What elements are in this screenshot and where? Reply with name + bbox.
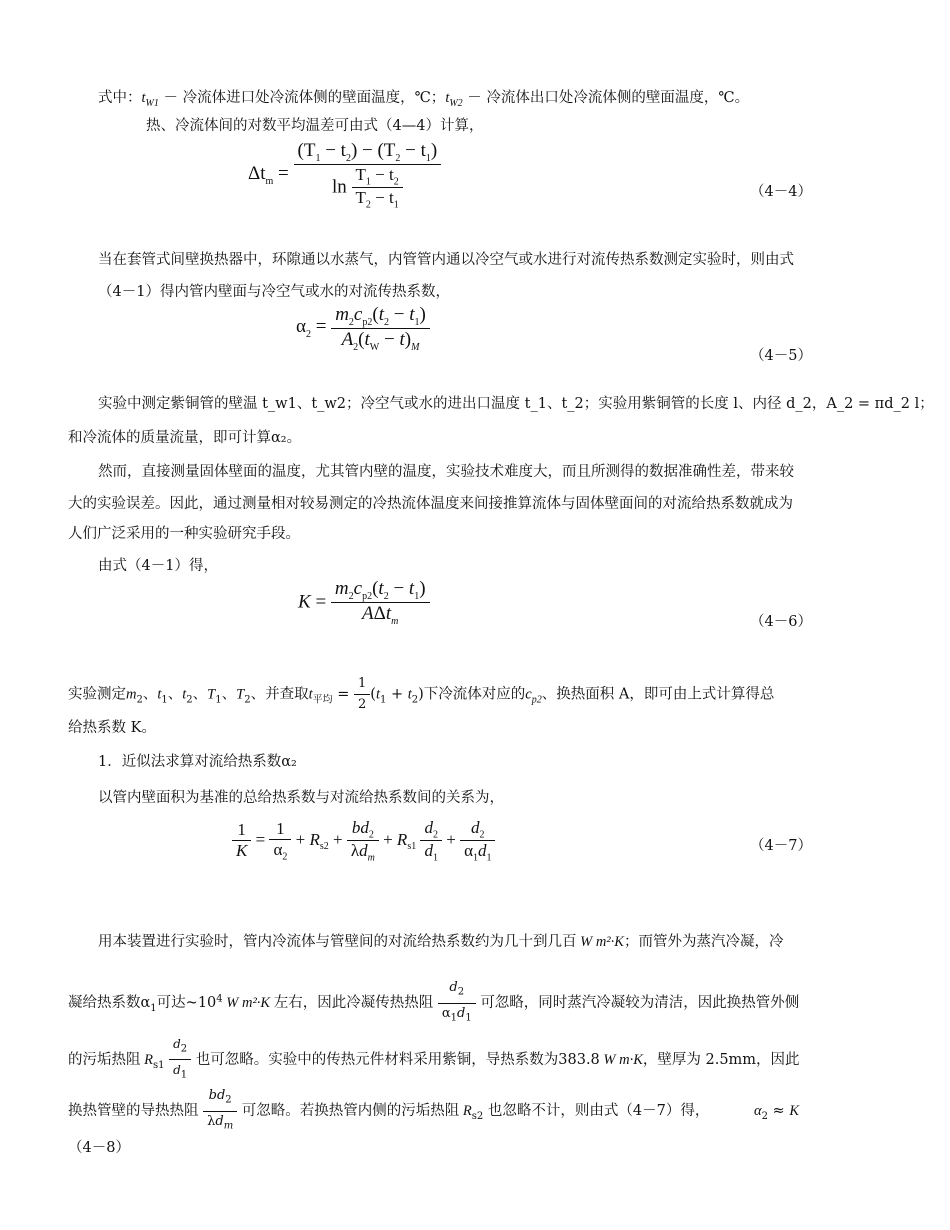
paragraph-line: 凝给热系数$\alpha_1$可达$\sim 10^4$ W m²·K 左右，因此冷凝传热热阻 $\frac{d_2}{\alpha_1d_1}$ 可忽略，同时蒸汽冷凝较为清洁，因此换热管外侧 [68, 980, 800, 1024]
paragraph-line: 给热系数 K。 [68, 720, 156, 736]
paragraph-line: 然而，直接测量固体壁面的温度，尤其管内壁的温度，实验技术难度大，而且所测得的数据准确性差，带来较 [98, 464, 794, 480]
definition-line: 式中：$t_{W1}$ － 冷流体进口处冷流体侧的壁面温度，℃；$t_{W2}$ － 冷流体出口处冷流体侧的壁面温度，℃。 [98, 90, 750, 109]
paragraph-line: 以管内壁面积为基准的总给热系数与对流给热系数间的关系为， [98, 790, 504, 806]
equation-4-7: $\frac{1}{K}$ = $\frac{1}{\alpha_2}$ + $R_{s2}$ + $\frac{bd_2}{\lambda d_m}$ + $R_{s1}$ $\frac{d_2}{d_1}$ + $\frac{d_2}{\alpha_1d_1}$ [232, 818, 495, 864]
paragraph-line: 人们广泛采用的一种实验研究手段。 [68, 526, 300, 542]
paragraph-line: 的污垢热阻 $R_{s1}$ $\frac{d_2}{d_1}$ 也可忽略。实验中的传热元件材料采用紫铜，导热系数为383.8 W m·K，壁厚为 2.5mm，因此 [68, 1034, 800, 1086]
paragraph-line: 由式（4－1）得， [98, 558, 218, 574]
paragraph-line: 大的实验误差。因此，通过测量相对较易测定的冷热流体温度来间接推算流体与固体壁面间的对流给热系数就成为 [68, 496, 793, 512]
paragraph-line: 实验测定$m_2$、$t_1$、$t_2$、$T_1$、$T_2$、并查取$t_{平均}$ = $\frac{1}{2}$ $(t_1 + t_2)$下冷流体对应的$c_{p2}$、换热面积 A，即可由上式计算得总 [68, 676, 775, 712]
equation-4-6: K = $\frac{m_2c_{p2}(t_2 - t_1)}{A\Delta t_m}$ [298, 578, 430, 627]
equation-4-5: $\alpha_2$ = $\frac{m_2c_{p2}(t_2 - t_1)}{A_2(t_W - t)_M}$ [296, 304, 430, 353]
paragraph-line: 换热管壁的导热热阻 $\frac{bd_2}{\lambda d_m}$ 可忽略。若换热管内侧的污垢热阻 $R_{s2}$ 也忽略不计，则由式（4－7）得， $\alpha_2 \approx K$ [68, 1088, 799, 1132]
paragraph-line: 和冷流体的质量流量，即可计算α₂。 [68, 430, 302, 446]
section-heading: 1．近似法求算对流给热系数α₂ [98, 754, 297, 770]
paragraph-line: 实验中测定紫铜管的壁温 t_w1、t_w2；冷空气或水的进出口温度 t_1、t_2；实验用紫铜管的长度 l、内径 d_2，A_2 = πd_2 l； [98, 396, 934, 412]
paragraph-line: （4－1）得内管内壁面与冷空气或水的对流传热系数， [98, 284, 450, 300]
equation-number: （4－6） [750, 614, 812, 630]
paragraph-line: 热、冷流体间的对数平均温差可由式（4—4）计算， [146, 118, 484, 134]
equation-number: （4－8） [68, 1140, 130, 1156]
equation-number: （4－5） [750, 348, 812, 364]
equation-number: （4－7） [750, 838, 812, 854]
equation-number: （4－4） [750, 184, 812, 200]
equation-4-4: $\Delta t_m$ = $(T_1 - t_2) - (T_2 - t_1)$ ln $\frac{T_1 - t_2}{T_2 - t_1}$ [248, 140, 441, 211]
paragraph-line: 用本装置进行实验时，管内冷流体与管壁间的对流给热系数约为几十到几百 W m²·K；而管外为蒸汽冷凝，冷 [98, 934, 784, 950]
paragraph-line: 当在套管式间壁换热器中，环隙通以水蒸气，内管管内通以冷空气或水进行对流传热系数测定实验时，则由式 [98, 252, 794, 268]
